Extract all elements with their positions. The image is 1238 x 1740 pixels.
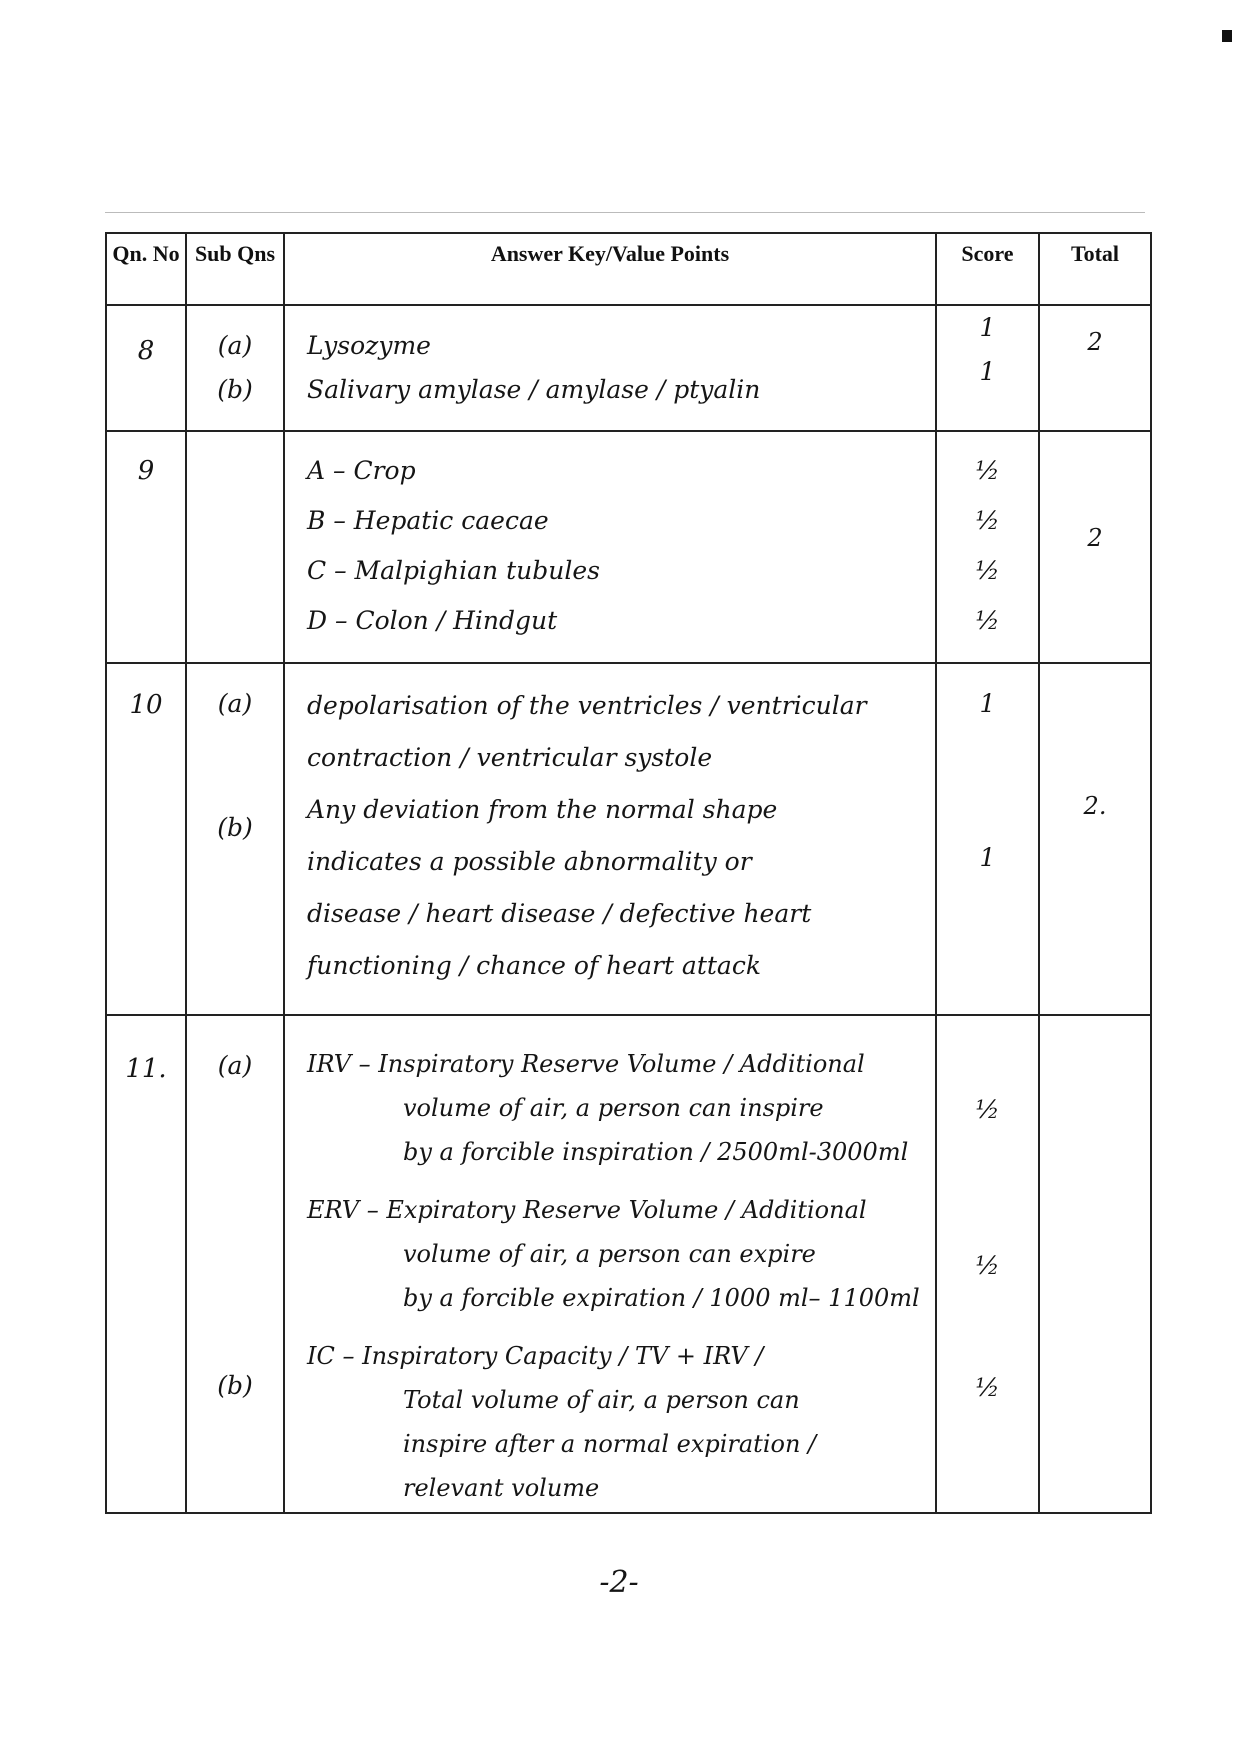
answer-line: ERV – Expiratory Reserve Volume / Additional xyxy=(307,1196,867,1224)
answer-line: Total volume of air, a person can xyxy=(403,1386,800,1414)
total-value: 2. xyxy=(1083,792,1107,820)
answer-line: B – Hepatic caecae xyxy=(307,506,549,535)
answer-line: D – Colon / Hindgut xyxy=(307,606,558,635)
header-total: Total xyxy=(1039,233,1151,305)
score-value: ½ xyxy=(975,506,1000,535)
qn-number: 9 xyxy=(137,456,155,486)
total-cell xyxy=(1039,305,1151,431)
answer-line: IRV – Inspiratory Reserve Volume / Additional xyxy=(307,1050,865,1078)
score-value: 1 xyxy=(979,313,996,342)
answer-cell xyxy=(284,305,936,431)
answer-cell xyxy=(284,1015,936,1513)
score-cell xyxy=(936,1015,1039,1513)
sub-cell xyxy=(186,663,284,1015)
total-cell xyxy=(1039,431,1151,663)
score-value: ½ xyxy=(975,1251,1000,1280)
answer-line: inspire after a normal expiration / xyxy=(403,1430,817,1458)
total-value: 2 xyxy=(1087,328,1103,356)
sub-label: (a) xyxy=(217,331,253,360)
sub-cell xyxy=(186,305,284,431)
score-value: 1 xyxy=(979,357,996,386)
answer-line: depolarisation of the ventricles / ventricular xyxy=(307,691,867,720)
answer-line: volume of air, a person can inspire xyxy=(403,1094,824,1122)
table-row xyxy=(106,431,1151,663)
score-value: ½ xyxy=(975,556,1000,585)
sub-label: (a) xyxy=(217,1051,253,1080)
score-value: ½ xyxy=(975,606,1000,635)
header-score: Score xyxy=(936,233,1039,305)
answer-line: A – Crop xyxy=(307,456,416,485)
answer-line: Lysozyme xyxy=(307,331,431,360)
header-answer: Answer Key/Value Points xyxy=(284,233,936,305)
table-row xyxy=(106,305,1151,431)
score-value: 1 xyxy=(979,689,996,718)
sub-label: (b) xyxy=(217,1371,253,1400)
answer-key-table xyxy=(105,232,1152,1514)
answer-line: indicates a possible abnormality or xyxy=(307,847,752,876)
score-value: ½ xyxy=(975,1095,1000,1124)
qn-cell xyxy=(106,1015,186,1513)
total-value: 2 xyxy=(1087,524,1103,552)
header-sub-qns: Sub Qns xyxy=(186,233,284,305)
answer-cell xyxy=(284,431,936,663)
table-row xyxy=(106,663,1151,1015)
score-cell xyxy=(936,431,1039,663)
qn-number: 8 xyxy=(137,336,155,366)
score-value: 1 xyxy=(979,843,996,872)
sub-label: (b) xyxy=(217,813,253,842)
score-cell xyxy=(936,305,1039,431)
answer-line: Salivary amylase / amylase / ptyalin xyxy=(307,375,761,404)
sub-cell xyxy=(186,431,284,663)
page-number: -2- xyxy=(599,1565,639,1600)
answer-line: functioning / chance of heart attack xyxy=(307,951,761,980)
answer-line: volume of air, a person can expire xyxy=(403,1240,816,1268)
sub-label: (b) xyxy=(217,375,253,404)
header-qn-no: Qn. No xyxy=(106,233,186,305)
sub-cell xyxy=(186,1015,284,1513)
answer-line: contraction / ventricular systole xyxy=(307,743,713,772)
answer-line: by a forcible expiration / 1000 ml– 1100ml xyxy=(403,1284,920,1312)
score-value: ½ xyxy=(975,456,1000,485)
qn-cell xyxy=(106,431,186,663)
total-cell xyxy=(1039,663,1151,1015)
sub-label: (a) xyxy=(217,689,253,718)
qn-number: 10 xyxy=(129,690,163,720)
answer-line: C – Malpighian tubules xyxy=(307,556,600,585)
answer-line: relevant volume xyxy=(403,1474,600,1502)
scan-corner-mark xyxy=(1222,30,1232,42)
table-row xyxy=(106,1015,1151,1513)
answer-line: IC – Inspiratory Capacity / TV + IRV / xyxy=(307,1342,764,1370)
answer-cell xyxy=(284,663,936,1015)
score-cell xyxy=(936,663,1039,1015)
qn-number: 11. xyxy=(125,1054,167,1084)
answer-line: disease / heart disease / defective heart xyxy=(307,899,812,928)
answer-line: by a forcible inspiration / 2500ml-3000ml xyxy=(403,1138,909,1166)
score-value: ½ xyxy=(975,1373,1000,1402)
qn-cell xyxy=(106,663,186,1015)
qn-cell xyxy=(106,305,186,431)
answer-line: Any deviation from the normal shape xyxy=(307,795,778,824)
table-header-row xyxy=(106,233,1151,305)
total-cell xyxy=(1039,1015,1151,1513)
top-rule xyxy=(105,212,1145,213)
